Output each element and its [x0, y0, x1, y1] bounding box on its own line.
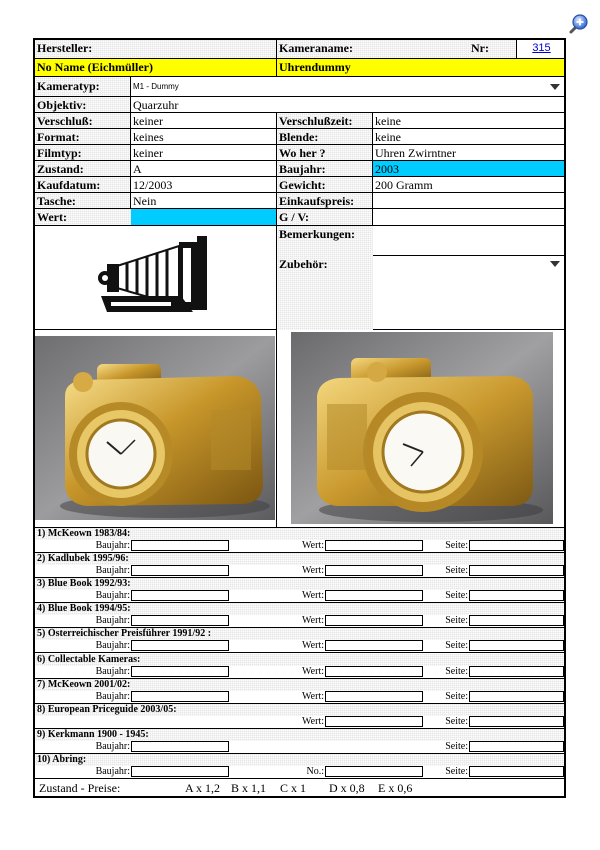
price-guide-input[interactable] [325, 716, 423, 727]
price-guide-input[interactable] [469, 615, 564, 626]
price-guide-title: 2) Kadlubek 1995/96: [35, 553, 564, 565]
blende-value: keine [375, 130, 401, 144]
price-guide-row [35, 553, 564, 578]
price-guide-field-label: Seite: [445, 690, 468, 702]
price-guide-input[interactable] [131, 640, 229, 651]
photo-row [35, 330, 564, 528]
zubehoer-field[interactable] [277, 256, 564, 330]
tasche-value: Nein [131, 193, 277, 208]
objektiv-value: Quarzuhr [133, 98, 179, 112]
verschlusszeit-label: Verschlußzeit: [277, 113, 373, 128]
price-guide-field-label: Wert: [302, 540, 324, 551]
price-guide-field-label: Wert: [302, 615, 324, 627]
kaufdatum-value: 12/2003 [131, 177, 277, 192]
clipart-panel [35, 226, 277, 330]
price-guide-title: 8) European Priceguide 2003/05: [35, 704, 564, 716]
price-guide-field-label: Baujahr: [95, 565, 130, 577]
factor-d: D x 0,8 [329, 781, 365, 795]
price-guide-input[interactable] [325, 565, 423, 576]
price-guide-field-label: Seite: [445, 540, 468, 551]
manufacturer-label: Hersteller: [35, 40, 277, 58]
cameraname-value: Uhrendummy [277, 59, 564, 76]
price-guide-field-label: Seite: [445, 715, 468, 727]
price-guide-input[interactable] [469, 691, 564, 702]
price-guide-field-label: Baujahr: [95, 590, 130, 602]
price-guide-input[interactable] [131, 666, 229, 677]
nr-value-link[interactable]: 315 [532, 42, 551, 54]
price-guide-input[interactable] [469, 666, 564, 677]
filmtyp-value: keiner [131, 145, 277, 160]
price-guide-field-label: Seite: [445, 765, 468, 777]
verschluss-label: Verschluß: [35, 113, 131, 128]
camera-photo-right [291, 332, 553, 524]
gewicht-value: 200 Gramm [375, 178, 433, 192]
price-guide-title: 3) Blue Book 1992/93: [35, 578, 564, 590]
price-guide-input[interactable] [131, 565, 229, 576]
kaufdatum-row [35, 177, 564, 193]
factor-e: E x 0,6 [378, 781, 413, 795]
woher-label: Wo her ? [277, 145, 373, 160]
price-guide-input[interactable] [131, 540, 229, 551]
price-guide-input[interactable] [131, 615, 229, 626]
cameraname-label: Kameraname: [277, 40, 475, 58]
objektiv-row [35, 97, 564, 113]
price-guide-input[interactable] [131, 691, 229, 702]
price-guide-title: 5) Österreichischer Preisführer 1991/92 : [35, 628, 564, 640]
format-row [35, 129, 564, 145]
einkaufspreis-label: Einkaufspreis: [277, 193, 373, 208]
price-guide-input[interactable] [325, 766, 423, 777]
format-label: Format: [35, 129, 131, 144]
price-guide-field-label: Wert: [302, 640, 324, 652]
dropdown-arrow-icon[interactable] [550, 84, 560, 90]
price-guide-row [35, 628, 564, 653]
wert-row [35, 209, 564, 226]
filmtyp-label: Filmtyp: [35, 145, 131, 160]
zustand-value: A [131, 161, 277, 176]
gv-label: G / V: [277, 209, 373, 225]
price-guide-title: 4) Blue Book 1994/95: [35, 603, 564, 615]
price-guide-field-label: Seite: [445, 740, 468, 752]
zustand-row [35, 161, 564, 177]
price-guide-input[interactable] [469, 640, 564, 651]
baujahr-value: 2003 [373, 161, 564, 176]
price-guide-title: 10) Abring: [35, 754, 564, 766]
verschluss-value: keiner [131, 113, 277, 128]
price-guide-row [35, 679, 564, 704]
bemerkungen-label: Bemerkungen: [277, 226, 373, 256]
header-values-row [35, 59, 564, 77]
price-guide-field-label: Wert: [302, 665, 324, 677]
price-guide-field-label: Seite: [445, 665, 468, 677]
price-guide-row [35, 578, 564, 603]
zustand-label: Zustand: [35, 161, 131, 176]
blende-label: Blende: [277, 129, 373, 144]
price-guide-input[interactable] [325, 666, 423, 677]
kameratyp-label: Kameratyp: [35, 77, 131, 96]
price-guide-input[interactable] [469, 590, 564, 601]
gewicht-label: Gewicht: [277, 177, 373, 192]
price-guide-field-label: Wert: [302, 590, 324, 602]
price-guide-title: 9) Kerkmann 1900 - 1945: [35, 729, 564, 741]
price-guide-field-label: Seite: [445, 615, 468, 627]
price-guide-title: 1) McKeown 1983/84: [35, 528, 564, 540]
wert-label: Wert: [35, 209, 131, 225]
factor-a: A x 1,2 [185, 781, 221, 795]
condition-price-footer [35, 780, 564, 798]
price-guide-list [35, 528, 564, 779]
factor-b: B x 1,1 [231, 781, 267, 795]
price-guide-input[interactable] [469, 565, 564, 576]
price-guide-title: 6) Collectable Kameras: [35, 654, 564, 666]
price-guide-field-label: Baujahr: [95, 740, 130, 752]
price-guide-field-label: Baujahr: [95, 665, 130, 677]
price-guide-input[interactable] [325, 691, 423, 702]
price-guide-field-label: Wert: [302, 565, 324, 577]
bellows-camera-icon [97, 236, 217, 322]
price-guide-row [35, 754, 564, 779]
price-guide-field-label: Seite: [445, 640, 468, 652]
price-guide-row [35, 654, 564, 679]
footer-label: Zustand - Preise: [39, 781, 121, 795]
tasche-label: Tasche: [35, 193, 131, 208]
price-guide-field-label: Baujahr: [95, 640, 130, 652]
kaufdatum-label: Kaufdatum: [35, 177, 131, 192]
camera-photo-left [35, 336, 275, 520]
tasche-row [35, 193, 564, 209]
einkaufspreis-value [373, 193, 564, 208]
price-guide-input[interactable] [469, 766, 564, 777]
price-guide-row [35, 729, 564, 754]
price-guide-input[interactable] [325, 540, 423, 551]
price-guide-field-label: Wert: [302, 715, 324, 727]
price-guide-input[interactable] [469, 741, 564, 752]
woher-value: Uhren Zwirntner [375, 146, 456, 160]
header-row [35, 40, 564, 59]
factor-c: C x 1 [280, 781, 307, 795]
price-guide-input[interactable] [325, 640, 423, 651]
kameratyp-row [35, 77, 564, 97]
objektiv-label: Objektiv: [35, 97, 131, 112]
price-guide-field-label: Wert: [302, 690, 324, 702]
price-guide-row [35, 704, 564, 729]
dropdown-arrow-icon[interactable] [550, 261, 560, 267]
price-guide-input[interactable] [131, 741, 229, 752]
format-value: keines [131, 129, 277, 144]
gv-value [373, 209, 564, 225]
verschluss-row [35, 113, 564, 129]
zoom-in-icon[interactable] [566, 12, 590, 36]
nr-label: Nr: [455, 40, 517, 58]
kameratyp-select[interactable] [131, 77, 564, 96]
price-guide-row [35, 528, 564, 553]
price-guide-field-label: Baujahr: [95, 615, 130, 627]
kameratyp-value: M1 - Dummy [133, 82, 179, 91]
price-guide-input[interactable] [469, 540, 564, 551]
price-guide-title: 7) McKeown 2001/02: [35, 679, 564, 691]
price-guide-field-label: No.: [306, 765, 324, 777]
filmtyp-row [35, 145, 564, 161]
price-guide-row [35, 603, 564, 628]
zubehoer-label: Zubehör: [277, 256, 373, 330]
price-guide-field-label: Seite: [445, 590, 468, 602]
price-guide-input[interactable] [325, 615, 423, 626]
price-guide-field-label: Seite: [445, 565, 468, 577]
bemerkungen-field[interactable] [277, 226, 564, 256]
baujahr-label: Baujahr: [277, 161, 373, 176]
camera-record-sheet [33, 38, 566, 798]
price-guide-input[interactable] [131, 766, 229, 777]
wert-value [131, 209, 277, 225]
price-guide-field-label: Baujahr: [95, 690, 130, 702]
price-guide-field-label: Baujahr: [95, 540, 130, 551]
verschlusszeit-value: keine [375, 114, 401, 128]
manufacturer-value: No Name (Eichmüller) [35, 59, 277, 76]
price-guide-field-label: Baujahr: [95, 765, 130, 777]
price-guide-input[interactable] [325, 590, 423, 601]
price-guide-input[interactable] [469, 716, 564, 727]
price-guide-input[interactable] [131, 590, 229, 601]
